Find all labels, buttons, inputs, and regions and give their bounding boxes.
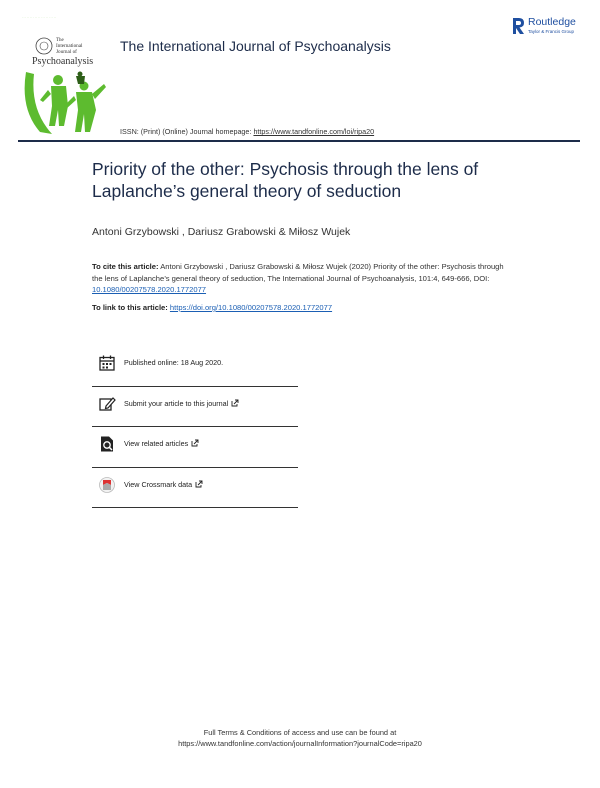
cover-title-line4: Psychoanalysis <box>32 56 94 67</box>
crossmark-link[interactable] <box>124 480 203 489</box>
article-title: Priority of the other: Psychosis through the lens of Laplanche’s general theory of seduction <box>92 159 479 201</box>
publisher-tagline: Taylor & Francis Group <box>528 29 575 34</box>
link-line <box>92 303 332 312</box>
header-divider <box>18 140 580 142</box>
calendar-icon <box>98 354 116 372</box>
citation-block <box>92 261 508 296</box>
related-articles-icon <box>98 435 116 453</box>
cover-title-line3: Journal of <box>56 49 77 55</box>
external-link-icon <box>191 439 199 447</box>
published-row <box>92 346 298 387</box>
related-articles-label: View related articles <box>124 439 189 448</box>
journal-information-link[interactable]: https://www.tandfonline.com/action/journalInformation?journalCode=ripa20 <box>178 739 422 748</box>
article-info-panel <box>92 346 298 508</box>
link-label: To link to this article: <box>92 303 170 312</box>
submit-row[interactable] <box>92 387 298 428</box>
crossmark-icon <box>98 476 116 494</box>
related-articles-link[interactable] <box>124 439 199 448</box>
svg-text:· · · · · · · · · · · · · · ·: · · · · · · · · · · · · · · · · · · · · · · <box>22 16 57 19</box>
submit-article-label: Submit your article to this journal <box>124 398 229 408</box>
journal-title: The International Journal of Psychoanalysis <box>120 38 391 54</box>
terms-footer <box>0 727 600 749</box>
publisher-logo[interactable] <box>510 16 592 42</box>
external-link-icon <box>231 399 239 407</box>
cite-label: To cite this article: <box>92 262 159 271</box>
journal-cover[interactable] <box>18 14 112 136</box>
cover-title-line1: The <box>56 38 64 43</box>
cover-title-line2: International <box>56 43 83 49</box>
terms-line: Full Terms & Conditions of access and use can be found at <box>203 728 397 737</box>
issn-prefix: ISSN: (Print) (Online) Journal homepage: <box>120 127 254 136</box>
edit-icon <box>98 395 116 413</box>
cite-doi-link[interactable]: 10.1080/00207578.2020.1772077 <box>92 285 207 294</box>
external-link-icon <box>195 480 203 488</box>
publisher-name: Routledge <box>528 16 576 28</box>
crossmark-row[interactable] <box>92 468 298 509</box>
crossmark-label: View Crossmark data <box>124 479 193 489</box>
cite-text: Antoni Grzybowski , Dariusz Grabowski & Miłosz Wujek (2020) Priority of the other: Psychosis through the lens of Laplanche’s general theory of seduction, The International Journal of Psychoanalysis, 101:4, 649-666, DOI: <box>92 262 504 283</box>
routledge-r-icon <box>510 16 526 36</box>
submit-article-link[interactable] <box>124 399 239 408</box>
journal-homepage-link[interactable]: https://www.tandfonline.com/loi/ripa20 <box>253 127 375 136</box>
published-date: Published online: 18 Aug 2020. <box>124 358 224 367</box>
article-authors: Antoni Grzybowski , Dariusz Grabowski & Miłosz Wujek <box>92 226 351 238</box>
article-doi-link[interactable]: https://doi.org/10.1080/00207578.2020.1772077 <box>169 303 333 312</box>
issn-line <box>120 127 374 136</box>
related-row[interactable] <box>92 427 298 468</box>
journal-cover-image <box>18 14 112 136</box>
